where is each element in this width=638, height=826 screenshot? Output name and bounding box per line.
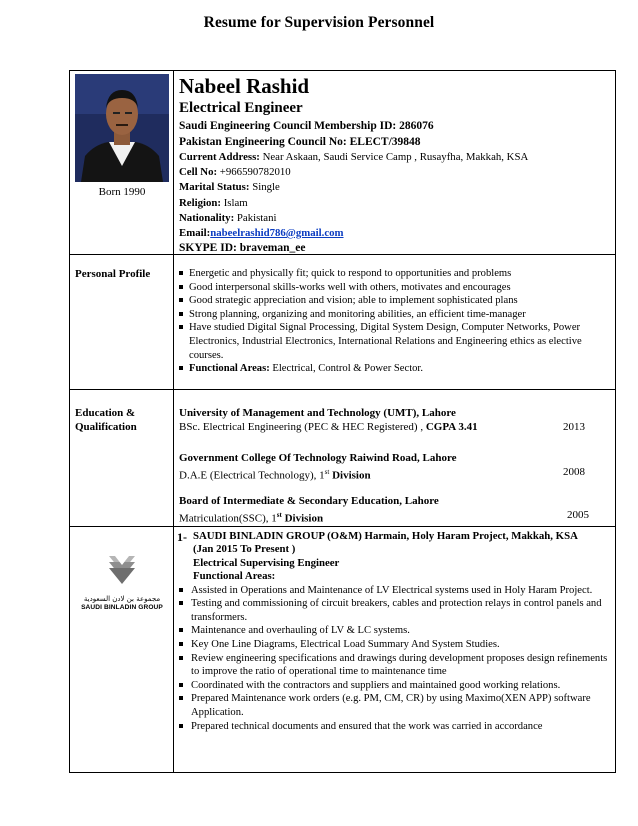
email-link[interactable]: nabeelrashid786@gmail.com xyxy=(210,227,344,240)
bullet-icon xyxy=(179,298,183,302)
list-item: Key One Line Diagrams, Electrical Load Summary And System Studies. xyxy=(177,638,615,652)
list-item: Maintenance and overhauling of LV & LC systems. xyxy=(177,624,615,638)
photo-cell xyxy=(70,71,174,254)
list-item: Good strategic appreciation and vision; able to implement sophisticated plans xyxy=(179,294,615,308)
list-item: Functional Areas: Electrical, Control & Power Sector. xyxy=(179,362,615,376)
page-title: Resume for Supervision Personnel xyxy=(203,14,435,31)
resume-table xyxy=(69,70,616,773)
education-entry: Government College Of Technology Raiwind Road, Lahore D.A.E (Electrical Technology), 1st Division 2008 xyxy=(179,452,585,482)
list-item: Strong planning, organizing and monitoring abilities, an efficient time-manager xyxy=(179,308,615,322)
cell-line: Cell No: +966590782010 xyxy=(179,166,291,179)
bullet-icon xyxy=(179,724,183,728)
experience-header xyxy=(177,530,615,584)
address-line: Current Address: Near Askaan, Saudi Service Camp , Rusayfha, Makkah, KSA xyxy=(179,151,529,163)
bullet-icon xyxy=(179,285,183,289)
bullet-icon xyxy=(179,683,183,687)
profile-list xyxy=(179,267,615,376)
skype-id: SKYPE ID: braveman_ee xyxy=(179,242,306,255)
profile-cell xyxy=(174,254,615,389)
profile-label-cell xyxy=(70,254,174,389)
company-logo-cell xyxy=(70,526,174,772)
list-item: Assisted in Operations and Maintenance of LV Electrical systems used in Holy Haram Project. xyxy=(177,584,615,598)
employment-period: (Jan 2015 To Present ) xyxy=(193,543,296,556)
logo-english-text: SAUDI BINLADIN GROUP xyxy=(81,604,163,611)
bullet-icon xyxy=(179,656,183,660)
education-label: Education & Qualification xyxy=(75,407,137,433)
sbg-logo-icon xyxy=(107,554,137,588)
bullet-icon xyxy=(179,601,183,605)
marital-line: Marital Status: Single xyxy=(179,181,280,194)
bullet-icon xyxy=(179,366,183,370)
list-item: Good interpersonal skills-works well with others, motivates and encourages xyxy=(179,281,615,295)
bullet-icon xyxy=(179,628,183,632)
nationality-line: Nationality: Pakistani xyxy=(179,211,277,224)
profile-row xyxy=(70,254,615,390)
religion-line: Religion: Islam xyxy=(179,196,248,209)
candidate-name: Nabeel Rashid xyxy=(179,74,310,98)
experience-cell xyxy=(174,526,615,772)
logo-arabic-text: مجموعة بن لادن السعودية xyxy=(83,595,161,603)
list-item: Prepared technical documents and ensured that the work was carried in accordance xyxy=(177,720,615,734)
list-item: Prepared Maintenance work orders (e.g. PM, CM, CR) by using Maximo(XEN APP) software Application. xyxy=(177,692,615,719)
sec-membership: Saudi Engineering Council Membership ID: 286076 xyxy=(179,120,434,132)
functional-areas-label: Functional Areas: xyxy=(193,570,276,583)
profile-photo xyxy=(75,74,169,182)
list-item: Energetic and physically fit; quick to respond to opportunities and problems xyxy=(179,267,615,281)
education-cell xyxy=(174,389,615,526)
pec-number: Pakistan Engineering Council No: ELECT/39848 xyxy=(179,135,421,148)
birth-year: Born 1990 xyxy=(98,186,146,198)
bullet-icon xyxy=(179,325,183,329)
experience-row xyxy=(70,526,615,772)
bullet-icon xyxy=(179,588,183,592)
education-label-cell xyxy=(70,389,174,526)
list-item: Have studied Digital Signal Processing, Digital System Design, Computer Networks, Power Electronics, Industrial Electronics, International Relations and Engineering ethics as elective courses. xyxy=(179,321,615,362)
contact-cell xyxy=(174,71,615,254)
company-logo xyxy=(76,554,168,616)
experience-list xyxy=(177,584,615,734)
education-row xyxy=(70,389,615,527)
bullet-icon xyxy=(179,271,183,275)
role-title: Electrical Supervising Engineer xyxy=(193,556,340,569)
education-entry: Board of Intermediate & Secondary Education, Lahore Matriculation(SSC), 1st Division 2005 xyxy=(179,495,589,525)
list-item: Coordinated with the contractors and suppliers and maintained good working relations. xyxy=(177,679,615,693)
education-entry: University of Management and Technology (UMT), Lahore BSc. Electrical Engineering (PEC & HEC Registered) , CGPA 3.41 2013 xyxy=(179,407,585,433)
list-item: Review engineering specifications and drawings during development proposes design refinements to improve the ratio of operational time to maintenance time xyxy=(177,652,615,679)
experience-number: 1- xyxy=(177,530,187,544)
company-name: SAUDI BINLADIN GROUP (O&M) Harmain, Holy Haram Project, Makkah, KSA xyxy=(193,530,578,542)
bullet-icon xyxy=(179,696,183,700)
bullet-icon xyxy=(179,312,183,316)
bullet-icon xyxy=(179,642,183,646)
profile-label: Personal Profile xyxy=(75,268,151,280)
list-item: Testing and commissioning of circuit breakers, cables and protection relays in control panels and transformers. xyxy=(177,597,615,624)
header-row xyxy=(70,71,615,255)
email-line: Email:nabeelrashid786@gmail.com xyxy=(179,227,344,240)
job-title: Electrical Engineer xyxy=(179,100,303,116)
